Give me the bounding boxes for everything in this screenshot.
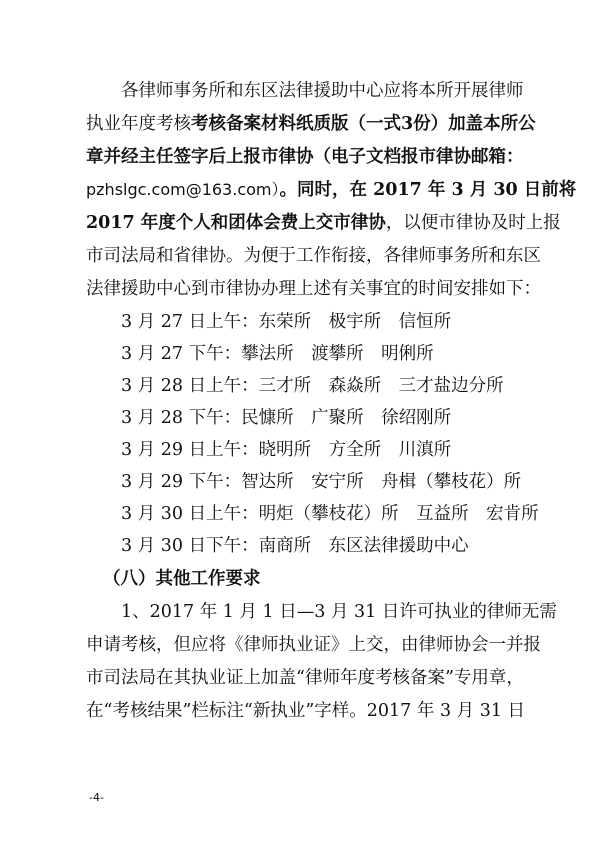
schedule-item: 3 月 27 日上午：东荣所 极宇所 信恒所 <box>121 312 452 332</box>
email-address: pzhslgc.com@163.com） <box>86 180 280 199</box>
paragraph2-line2: 申请考核，但应将《律师执业证》上交，由律师协会一并报 <box>86 635 541 655</box>
paragraph1-line1: 各律师事务所和东区法律援助中心应将本所开展律师 <box>121 81 524 101</box>
page-number: -4- <box>89 791 104 804</box>
schedule-item: 3 月 30 日上午：明炬（攀枝花）所 互益所 宏肯所 <box>121 504 539 524</box>
paragraph2-line1: 1、2017 年 1 月 1 日—3 月 31 日许可执业的律师无需 <box>121 602 557 622</box>
paragraph1-line7: 法律援助中心到市律协办理上述有关事宜的时间安排如下： <box>86 279 541 299</box>
paragraph2-line4: 在“考核结果”栏标注“新执业”字样。2017 年 3 月 31 日 <box>86 701 526 721</box>
paragraph1-line5 <box>86 210 561 236</box>
schedule-item: 3 月 27 下午：攀法所 渡攀所 明俐所 <box>121 344 434 364</box>
paragraph1-line4-bold: 。同时，在 2017 年 3 月 30 日前将 <box>279 180 577 200</box>
paragraph1-line3: 章并经主任签字后上报市律协（电子文档报市律协邮箱： <box>86 147 524 167</box>
paragraph1-line6: 市司法局和省律协。为便于工作衔接，各律师事务所和东区 <box>86 246 541 266</box>
paragraph1-line5-bold: 2017 年度个人和团体会费上交市律协 <box>86 213 386 233</box>
schedule-item: 3 月 30 日下午：南商所 东区法律援助中心 <box>121 536 469 556</box>
schedule-item: 3 月 28 日上午：三才所 森焱所 三才盐边分所 <box>121 376 504 396</box>
paragraph1-line4 <box>86 177 577 203</box>
paragraph1-line5-normal: ，以便市律协及时上报 <box>385 213 561 233</box>
paragraph1-line2 <box>86 111 536 137</box>
paragraph1-line2-bold: 考核备案材料纸质版（一式3份）加盖本所公 <box>191 114 536 134</box>
schedule-item: 3 月 29 下午：智达所 安宁所 舟楫（攀枝花）所 <box>121 472 522 492</box>
schedule-item: 3 月 29 日上午：晓明所 方全所 川滇所 <box>121 440 452 460</box>
paragraph2-line3: 市司法局在其执业证上加盖“律师年度考核备案”专用章， <box>86 668 524 688</box>
section-heading: （八）其他工作要求 <box>103 569 261 589</box>
paragraph1-line2-normal: 执业年度考核 <box>86 114 191 134</box>
schedule-item: 3 月 28 下午：民慷所 广聚所 徐绍刚所 <box>121 408 452 428</box>
